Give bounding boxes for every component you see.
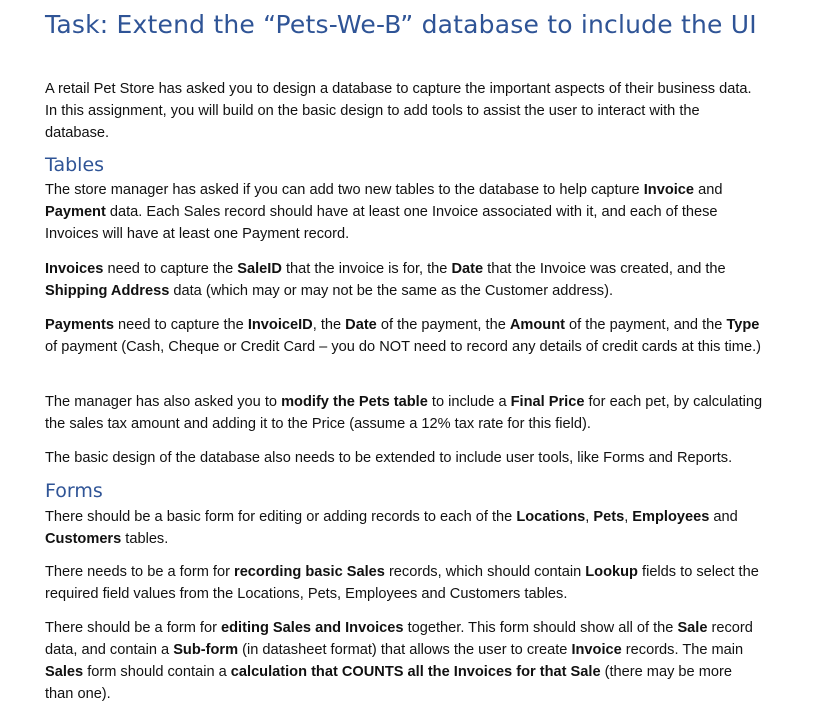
pets-modification-paragraph: The manager has also asked you to modify the Pets table to include a Final Price for each pet, by calculating the sales tax amount and adding it to the Price (assume a 12% tax rate for this field). xyxy=(45,394,763,432)
intro-paragraph: A retail Pet Store has asked you to design a database to capture the important aspects of their business data. In this assignment, you will build on the basic design to add tools to assist the user to interact with the database. xyxy=(45,81,752,141)
sales-form-paragraph: There needs to be a form for recording basic Sales records, which should contain Lookup fields to select the required field values from the Locations, Pets, Employees and Customers tables. xyxy=(45,564,759,602)
tables-paragraph-1: The store manager has asked if you can add two new tables to the database to help capture Invoice and Payment data. Each Sales record should have at least one Invoice associated with it, and each of these Invoices will have at least one Payment record. xyxy=(45,182,723,242)
page-title: Task: Extend the “Pets-We-B” database to include the UI xyxy=(45,10,757,39)
tables-heading: Tables xyxy=(45,154,105,176)
forms-heading: Forms xyxy=(45,480,103,502)
user-tools-paragraph: The basic design of the database also needs to be extended to include user tools, like Forms and Reports. xyxy=(45,450,733,466)
invoices-paragraph: Invoices need to capture the SaleID that the invoice is for, the Date that the Invoice was created, and the Shipping Address data (which may or may not be the same as the Customer address). xyxy=(45,261,726,299)
forms-paragraph-1: There should be a basic form for editing or adding records to each of the Locations, Pets, Employees and Customers tables. xyxy=(45,509,738,547)
sales-invoices-form-paragraph: There should be a form for editing Sales and Invoices together. This form should show all of the Sale record data, and contain a Sub-form (in datasheet format) that allows the user to create Invoice records. The main Sales form should contain a calculation that COUNTS all the Invoices for that Sale (there may be more than one). xyxy=(45,620,753,702)
payments-paragraph: Payments need to capture the InvoiceID, the Date of the payment, the Amount of the payment, and the Type of payment (Cash, Cheque or Credit Card – you do NOT need to record any details of credit cards at this time.) xyxy=(45,317,761,355)
